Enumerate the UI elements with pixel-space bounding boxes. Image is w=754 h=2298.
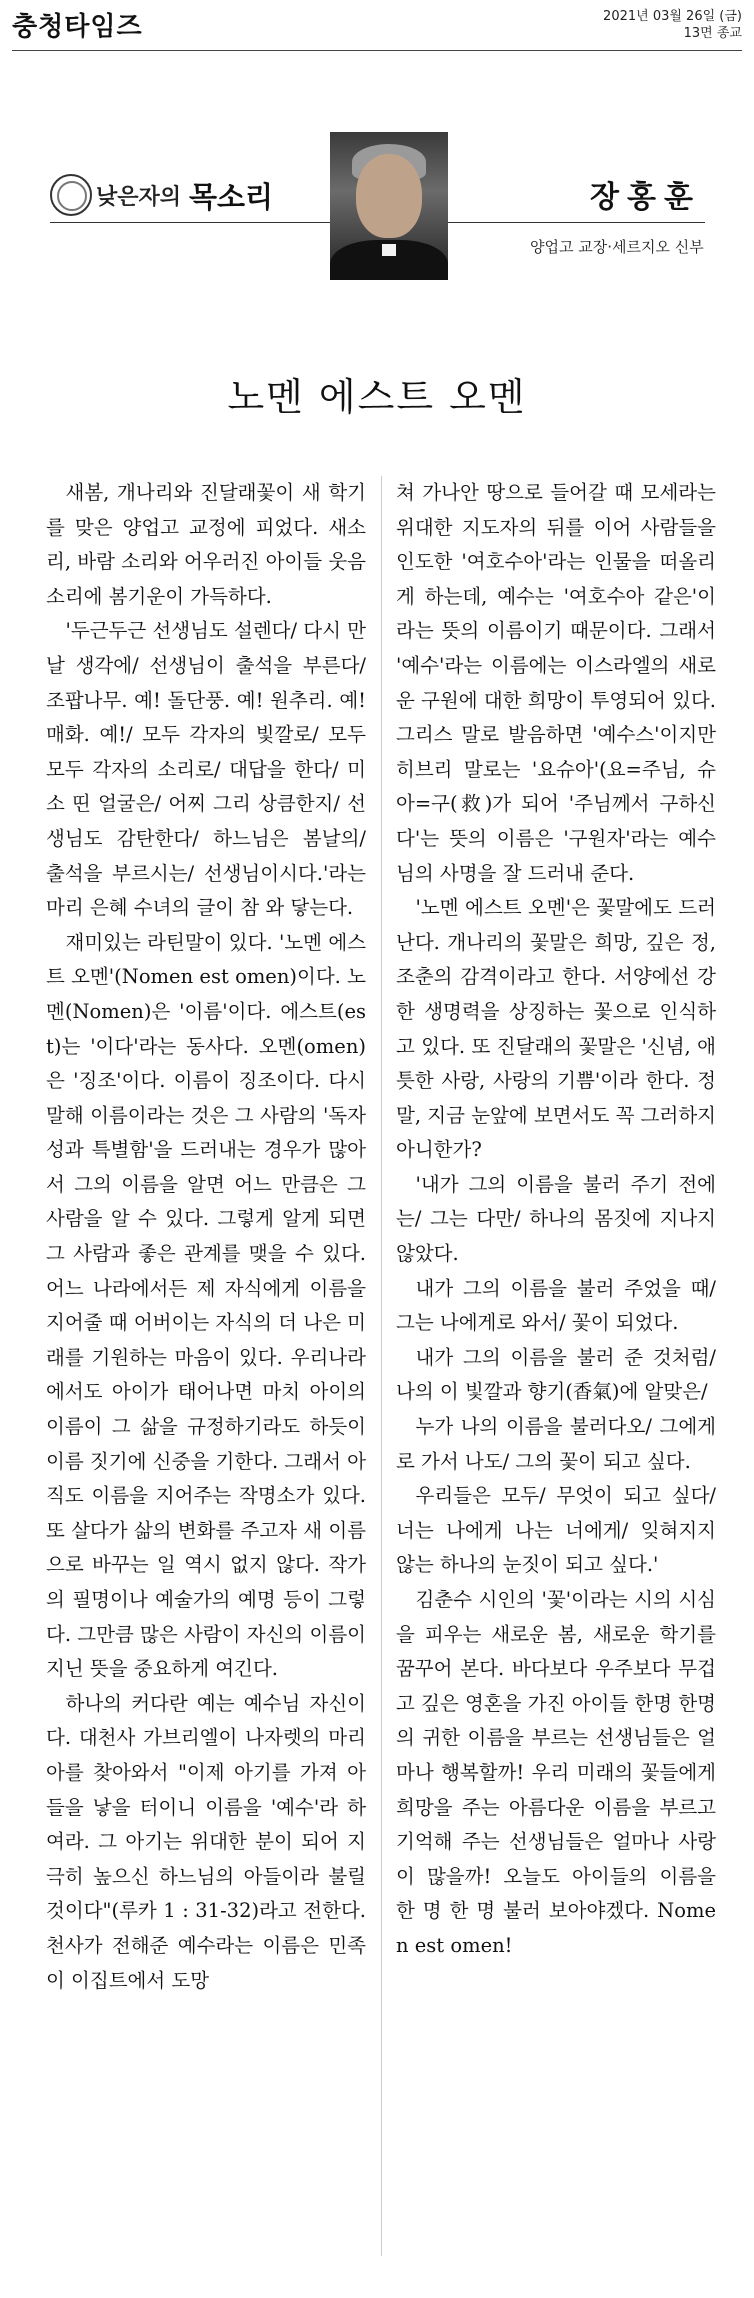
paragraph: 우리들은 모두/ 무엇이 되고 싶다/ 너는 나에게 나는 너에게/ 잊혀지지 않는 하나의 눈짓이 되고 싶다.'	[396, 1484, 716, 1577]
series-prefix: 낮은자의	[96, 184, 182, 210]
paragraph: 누가 나의 이름을 불러다오/ 그에게로 가서 나도/ 그의 꽃이 되고 싶다.	[396, 1415, 716, 1473]
masthead-rule	[12, 50, 742, 51]
article-column-right	[396, 476, 716, 1964]
paragraph: 새봄, 개나리와 진달래꽃이 새 학기를 맞은 양업고 교정에 피었다. 새소리, 바람 소리와 어우러진 아이들 웃음소리에 봄기운이 가득하다.	[46, 481, 366, 608]
paragraph: 하나의 커다란 예는 예수님 자신이다. 대천사 가브리엘이 나자렛의 마리아를 찾아와서 "이제 아기를 가져 아들을 낳을 터이니 이름을 '예수'라 하여라. 그 아기는 위대한 분이 되어 지극히 높으신 하느님의 아들이라 불릴 것이다"(루카 1 : 31-32)라고 전한다. 천사가 전해준 예수라는 이름은 민족이 이집트에서 도망	[46, 1691, 366, 1992]
paragraph: 김춘수 시인의 '꽃'이라는 시의 시심을 피우는 새로운 봄, 새로운 학기를 꿈꾸어 본다. 바다보다 우주보다 무겁고 깊은 영혼을 가진 아이들 한명 한명의 귀한 이름을 부르는 선생님들은 얼마나 행복할까! 우리 미래의 꽃들에게 희망을 주는 아름다운 이름을 부르고 기억해 주는 선생님들은 얼마나 사랑이 많을까! 오늘도 아이들의 이름을 한 명 한 명 불러 보아야겠다. Nomen est omen!	[396, 1588, 716, 1957]
series-logo-icon	[50, 174, 92, 216]
masthead	[12, 4, 742, 46]
paragraph: 내가 그의 이름을 불러 준 것처럼/ 나의 이 빛깔과 향기(香氣)에 알맞은/	[396, 1345, 716, 1404]
series-title: 목소리	[189, 179, 274, 214]
column-header	[50, 122, 705, 282]
paragraph: 내가 그의 이름을 불러 주었을 때/ 그는 나에게로 와서/ 꽃이 되었다.	[396, 1276, 716, 1335]
page-section: 13면 종교	[683, 26, 742, 41]
paragraph: '두근두근 선생님도 설렌다/ 다시 만날 생각에/ 선생님이 출석을 부른다/ 조팝나무. 예! 돌단풍. 예! 원추리. 예! 매화. 예!/ 모두 각자의 빛깔로/ 모두 모두 각자의 소리로/ 대답을 한다/ 미소 띤 얼굴은/ 어찌 그리 상큼한지/ 선생님도 감탄한다/ 하느님은 봄날의/ 출석을 부르시는/ 선생님이시다.'라는 마리 은혜 수녀의 글이 참 와 닿는다.	[46, 619, 366, 920]
author-title: 양업고 교장·세르지오 신부	[530, 238, 704, 256]
newspaper-logo: 충청타임즈	[12, 12, 143, 42]
paragraph: 쳐 가나안 땅으로 들어갈 때 모세라는 위대한 지도자의 뒤를 이어 사람들을 인도한 '여호수아'라는 인물을 떠올리게 하는데, 예수는 '여호수아 같은'이라는 뜻의 이름이기 때문이다. 그래서 '예수'라는 이름에는 이스라엘의 새로운 구원에 대한 희망이 투영되어 있다. 그리스 말로 발음하면 '예수스'이지만 히브리 말로는 '요슈아'(요=주님, 슈아=구(救)가 되어 '주님께서 구하신다'는 뜻의 이름은 '구원자'라는 예수님의 사명을 잘 드러내 준다.	[396, 481, 716, 885]
dateline	[603, 8, 742, 42]
issue-date: 2021년 03월 26일 (금)	[603, 9, 742, 24]
author-name: 장홍훈	[590, 180, 701, 215]
article-headline: 노멘 에스트 오멘	[227, 375, 527, 419]
column-divider	[381, 476, 382, 2256]
paragraph: '노멘 에스트 오멘'은 꽃말에도 드러난다. 개나리의 꽃말은 희망, 깊은 정, 조춘의 감격이라고 한다. 서양에선 강한 생명력을 상징하는 꽃으로 인식하고 있다. 또 진달래의 꽃말은 '신념, 애틋한 사랑, 사랑의 기쁨'이라 한다. 정말, 지금 눈앞에 보면서도 꼭 그러하지 아니한가?	[396, 896, 716, 1162]
paragraph: '내가 그의 이름을 불러 주기 전에는/ 그는 다만/ 하나의 몸짓에 지나지 않았다.	[396, 1172, 716, 1266]
author-photo	[330, 132, 448, 280]
column-series	[50, 174, 273, 216]
article-column-left	[46, 476, 366, 1998]
paragraph: 재미있는 라틴말이 있다. '노멘 에스트 오멘'(Nomen est omen)이다. 노멘(Nomen)은 '이름'이다. 에스트(est)는 '이다'라는 동사다. 오멘(omen)은 '징조'이다. 이름이 징조이다. 다시 말해 이름이라는 것은 그 사람의 '독자성과 특별함'을 드러내는 경우가 많아서 그의 이름을 알면 어느 만큼은 그 사람을 알 수 있다. 그렇게 알게 되면 그 사람과 좋은 관계를 맺을 수 있다. 어느 나라에서든 제 자식에게 이름을 지어줄 때 어버이는 자식의 더 나은 미래를 기원하는 마음이 있다. 우리나라에서도 아이가 태어나면 마치 아이의 이름이 그 삶을 규정하기라도 하듯이 이름 짓기에 신중을 기한다. 그래서 아직도 이름을 지어주는 작명소가 있다. 또 살다가 삶의 변화를 주고자 새 이름으로 바꾸는 일 역시 없지 않다. 작가의 필명이나 예술가의 예명 등이 그렇다. 그만큼 많은 사람이 자신의 이름이 지닌 뜻을 중요하게 여긴다.	[46, 930, 366, 1681]
